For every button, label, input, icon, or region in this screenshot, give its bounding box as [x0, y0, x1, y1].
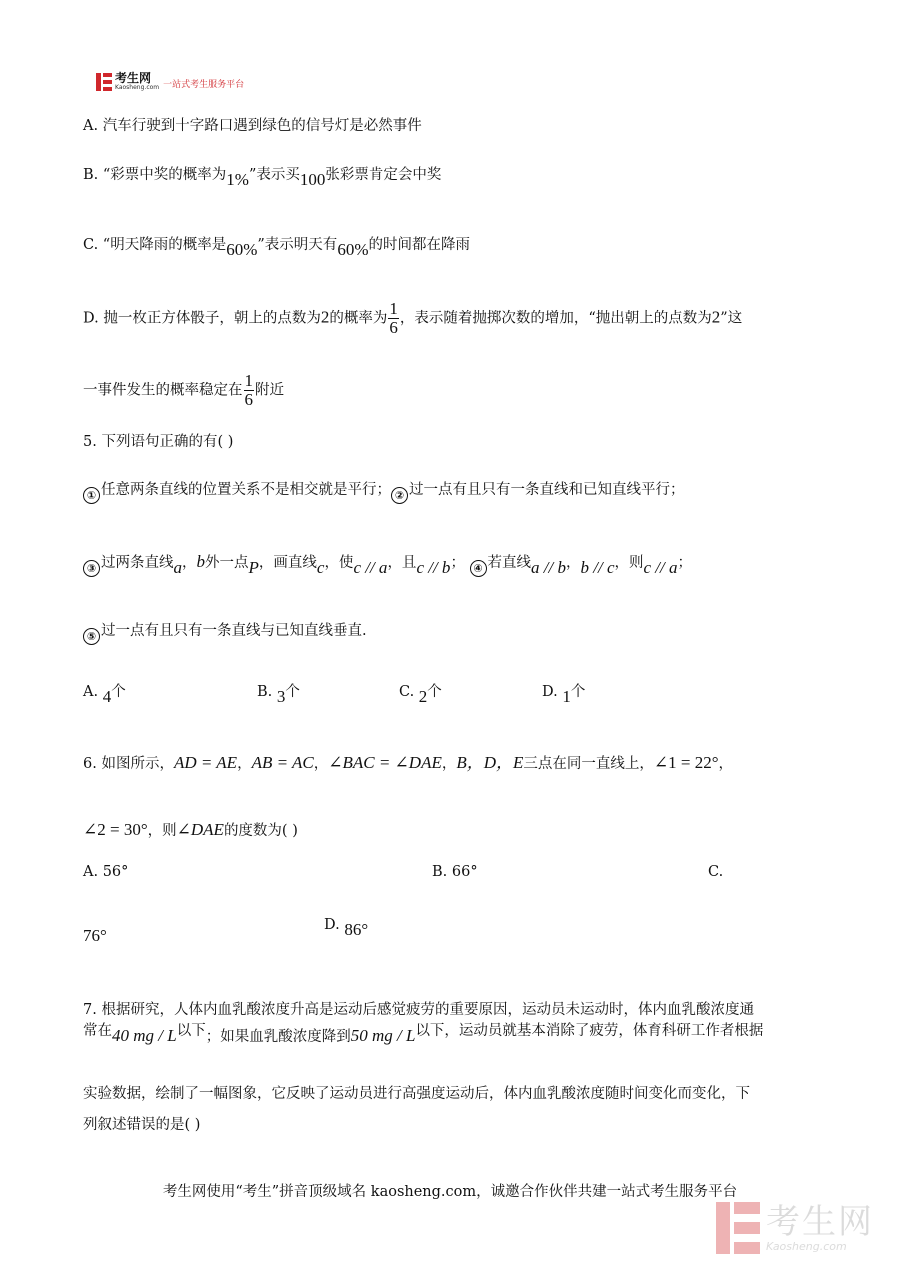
fraction-one-sixth: $\frac{1}{6}$: [389, 299, 398, 337]
q7-line4: 列叙述错误的是( ): [83, 1117, 201, 1133]
q5-option-c: C. 2个: [399, 684, 442, 706]
circled-4: ④: [470, 560, 487, 577]
q6-option-b: B. 66°: [432, 864, 478, 880]
watermark-name: 考生网: [766, 1201, 874, 1242]
watermark-mark-icon: [716, 1202, 760, 1254]
q4-option-b: B. “彩票中奖的概率为1%”表示买100张彩票肯定会中奖: [83, 167, 442, 189]
q4-option-d-cont: 一事件发生的概率稳定在 $\frac{1}{6}$ 附近: [83, 371, 284, 409]
q5-statement-1-2: ① 任意两条直线的位置关系不是相交就是平行； ② 过一点有且只有一条直线和已知直线平行；: [83, 478, 685, 499]
q6-stem-line1: 6. 如图所示，AD = AE，AB = AC，∠BAC = ∠DAE，B，D，E三点在同一直线上，∠1 = 22°，: [83, 753, 734, 772]
watermark: [716, 1202, 874, 1254]
q5-statement-3-4: ③ 过两条直线a，b外一点P，画直线c，使c // a，且c // b； ④ 若直线a // b，b // c，则c // a；: [83, 551, 692, 572]
logo-domain: Kaosheng.com: [115, 84, 160, 91]
logo-slogan: 一站式考生服务平台: [163, 80, 245, 90]
q6-option-d: D. 86°: [324, 917, 369, 939]
logo-name: 考生网: [115, 71, 152, 85]
q5-option-b: B. 3个: [257, 684, 300, 706]
page-footer: 考生网使用“考生”拼音顶级域名 kaosheng.com，诚邀合作伙伴共建一站式考生服务平台: [162, 1184, 738, 1200]
circled-3: ③: [83, 560, 100, 577]
logo-mark-icon: [96, 73, 112, 91]
q5-option-d: D. 1个: [542, 684, 586, 706]
q5-option-a: A. 4个: [83, 684, 126, 706]
watermark-domain: Kaosheng.com: [766, 1239, 847, 1253]
q6-option-a: A. 56°: [83, 864, 129, 880]
q7-line1: 7. 根据研究，人体内血乳酸浓度升高是运动后感觉疲劳的重要原因，运动员未运动时，体内血乳酸浓度通: [83, 1002, 754, 1018]
q6-option-c-value: 76°: [83, 926, 107, 945]
q7-line3: 实验数据，绘制了一幅图象，它反映了运动员进行高强度运动后，体内血乳酸浓度随时间变化而变化，下: [83, 1086, 750, 1102]
fraction-one-sixth-2: $\frac{1}{6}$: [244, 371, 253, 409]
header-logo: [96, 72, 244, 91]
q5-stem: 5. 下列语句正确的有( ): [83, 434, 234, 450]
circled-5: ⑤: [83, 628, 100, 645]
circled-2: ②: [391, 487, 408, 504]
q4-option-d: D. 抛一枚正方体骰子，朝上的点数为2的概率为 $\frac{1}{6}$ ，表示随着抛掷次数的增加，“抛出朝上的点数为2”这: [83, 299, 743, 337]
q5-statement-5: ⑤ 过一点有且只有一条直线与已知直线垂直.: [83, 619, 367, 640]
q6-option-c-label: C.: [708, 864, 724, 880]
q4-option-a: A. 汽车行驶到十字路口遇到绿色的信号灯是必然事件: [83, 118, 422, 134]
q7-line2: 常在40 mg / L以下；如果血乳酸浓度降到50 mg / L以下，运动员就基本消除了疲劳，体育科研工作者根据: [83, 1023, 764, 1045]
q4-option-c: C. “明天降雨的概率是60%”表示明天有60%的时间都在降雨: [83, 237, 470, 259]
q6-stem-line2: ∠2 = 30°，则∠DAE的度数为( ): [83, 820, 298, 839]
circled-1: ①: [83, 487, 100, 504]
